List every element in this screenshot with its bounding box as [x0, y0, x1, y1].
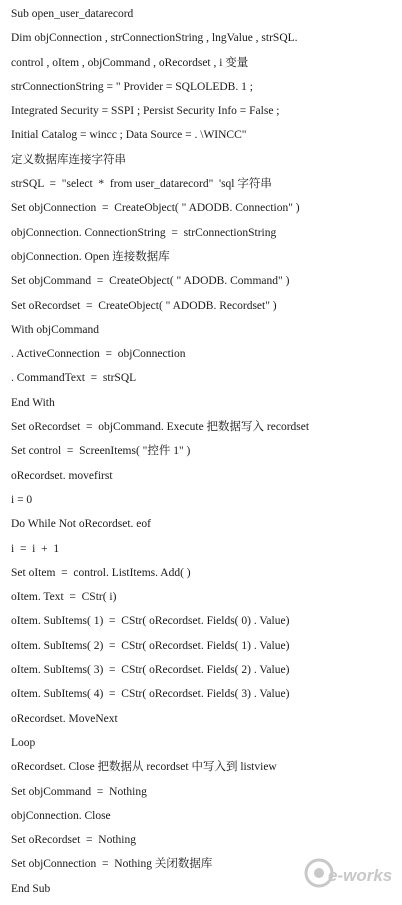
- code-line: objConnection. Close: [11, 809, 111, 822]
- code-line: oItem. SubItems( 3) = CStr( oRecordset. Fields( 2) . Value): [11, 664, 290, 677]
- code-line: Set oRecordset = Nothing: [11, 834, 136, 847]
- watermark-text: e-works: [328, 866, 393, 885]
- code-line: strConnectionString = " Provider = SQLOLEDB. 1 ;: [11, 80, 253, 93]
- code-line: Set oItem = control. ListItems. Add( ): [11, 566, 191, 579]
- code-line: i = 0: [11, 493, 33, 506]
- code-line: Set objConnection = Nothing 关闭数据库: [11, 858, 213, 871]
- code-line: objConnection. Open 连接数据库: [11, 250, 170, 263]
- code-line: Set objCommand = Nothing: [11, 785, 147, 798]
- code-line: . ActiveConnection = objConnection: [11, 348, 186, 361]
- code-line: oItem. SubItems( 1) = CStr( oRecordset. Fields( 0) . Value): [11, 615, 290, 628]
- code-line: End Sub: [11, 882, 51, 895]
- code-line: oItem. Text = CStr( i): [11, 591, 117, 604]
- code-line: End With: [11, 396, 55, 409]
- code-line: Sub open_user_datarecord: [11, 8, 134, 20]
- code-line: oItem. SubItems( 4) = CStr( oRecordset. Fields( 3) . Value): [11, 688, 290, 701]
- code-line: Set objCommand = CreateObject( " ADODB. Command" ): [11, 275, 290, 288]
- e-works-logo: [302, 856, 394, 890]
- code-line: With objCommand: [11, 323, 100, 336]
- code-line: oRecordset. Close 把数据从 recordset 中写入到 listview: [11, 761, 277, 774]
- code-line: i = i + 1: [11, 542, 60, 555]
- code-line: Dim objConnection , strConnectionString , lngValue , strSQL.: [11, 32, 298, 45]
- e-works-logo-icon: [302, 856, 394, 890]
- code-line: oRecordset. MoveNext: [11, 712, 118, 725]
- code-line: objConnection. ConnectionString = strConnectionString: [11, 226, 277, 239]
- code-line: Set oRecordset = objCommand. Execute 把数据写入 recordset: [11, 421, 310, 434]
- code-listing: [11, 6, 309, 905]
- code-line: Set oRecordset = CreateObject( " ADODB. Recordset" ): [11, 299, 277, 312]
- code-line: oRecordset. movefirst: [11, 469, 113, 482]
- code-line: Set objConnection = CreateObject( " ADODB. Connection" ): [11, 202, 300, 215]
- code-line: Do While Not oRecordset. eof: [11, 518, 151, 531]
- code-line: Initial Catalog = wincc ; Data Source = . \WINCC": [11, 129, 247, 142]
- code-line: . CommandText = strSQL: [11, 372, 137, 385]
- code-line: Integrated Security = SSPI ; Persist Security Info = False ;: [11, 105, 280, 118]
- code-line: Loop: [11, 736, 36, 749]
- code-line: oItem. SubItems( 2) = CStr( oRecordset. Fields( 1) . Value): [11, 639, 290, 652]
- code-line: control , oItem , objCommand , oRecordset , i 变量: [11, 56, 249, 69]
- code-line: 定义数据库连接字符串: [11, 153, 126, 166]
- code-line: strSQL = "select * from user_datarecord" 'sql 字符串: [11, 178, 272, 191]
- code-line: Set control = ScreenItems( "控件 1" ): [11, 445, 191, 458]
